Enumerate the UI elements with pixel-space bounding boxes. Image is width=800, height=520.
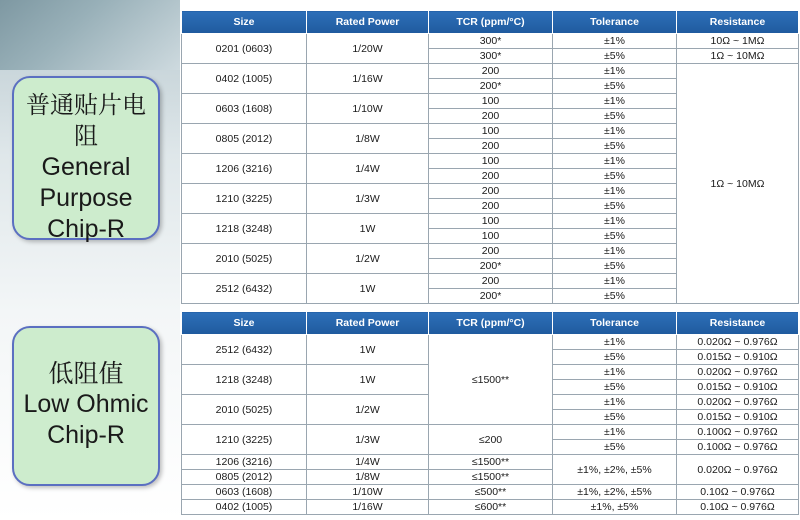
tcr-cell: 300*	[429, 49, 553, 64]
size-cell: 1206 (3216)	[182, 154, 307, 184]
tcr-cell: 200	[429, 109, 553, 124]
merged-resistance-cell: 0.020Ω ~ 0.976Ω	[677, 455, 799, 485]
low-ohmic-table	[181, 311, 799, 515]
tcr-cell: ≤1500**	[429, 470, 553, 485]
size-cell: 0402 (1005)	[182, 64, 307, 94]
size-cell: 2010 (5025)	[182, 395, 307, 425]
power-cell: 1/2W	[307, 244, 429, 274]
size-cell: 0201 (0603)	[182, 34, 307, 64]
resistance-cell: 0.015Ω ~ 0.910Ω	[677, 350, 799, 365]
power-cell: 1/10W	[307, 94, 429, 124]
header-tcr: TCR (ppm/°C)	[429, 312, 553, 335]
general-purpose-label	[12, 76, 160, 243]
tcr-cell: 200*	[429, 289, 553, 304]
table-row	[182, 455, 799, 470]
table-header-row	[182, 312, 799, 335]
size-cell: 1218 (3248)	[182, 365, 307, 395]
tolerance-cell: ±5%	[553, 49, 677, 64]
low-label-cn: 低阻值	[48, 359, 124, 388]
power-cell: 1W	[307, 274, 429, 304]
table-row	[182, 500, 799, 515]
power-cell: 1W	[307, 365, 429, 395]
tolerance-cell: ±1%	[553, 395, 677, 410]
header-resistance: Resistance	[677, 312, 799, 335]
tolerance-cell: ±5%	[553, 79, 677, 94]
merged-resistance-cell: 1Ω ~ 10MΩ	[677, 64, 799, 304]
size-cell: 1206 (3216)	[182, 455, 307, 470]
tcr-cell: 100	[429, 94, 553, 109]
tolerance-cell: ±1%	[553, 64, 677, 79]
size-cell: 0402 (1005)	[182, 500, 307, 515]
size-cell: 2512 (6432)	[182, 335, 307, 365]
header-resistance: Resistance	[677, 11, 799, 34]
resistance-cell: 0.020Ω ~ 0.976Ω	[677, 335, 799, 350]
power-cell: 1W	[307, 214, 429, 244]
power-cell: 1/8W	[307, 470, 429, 485]
tolerance-cell: ±5%	[553, 229, 677, 244]
size-cell: 0805 (2012)	[182, 470, 307, 485]
header-rated-power: Rated Power	[307, 312, 429, 335]
power-cell: 1/8W	[307, 124, 429, 154]
power-cell: 1/10W	[307, 485, 429, 500]
tcr-cell: 100	[429, 154, 553, 169]
header-size: Size	[182, 11, 307, 34]
circuit-board-image	[0, 0, 180, 70]
tolerance-cell: ±1%	[553, 335, 677, 350]
tolerance-cell: ±5%	[553, 139, 677, 154]
power-cell: 1/20W	[307, 34, 429, 64]
table-row	[182, 425, 799, 440]
power-cell: 1/2W	[307, 395, 429, 425]
size-cell: 0805 (2012)	[182, 124, 307, 154]
resistance-cell: 0.10Ω ~ 0.976Ω	[677, 500, 799, 515]
table-row	[182, 34, 799, 49]
merged-tolerance-cell: ±1%, ±2%, ±5%	[553, 455, 677, 485]
tcr-cell: 200	[429, 274, 553, 289]
header-size: Size	[182, 312, 307, 335]
tolerance-cell: ±1%	[553, 365, 677, 380]
size-cell: 0603 (1608)	[182, 485, 307, 500]
tcr-cell: 200	[429, 64, 553, 79]
size-cell: 0603 (1608)	[182, 94, 307, 124]
tcr-cell: 200	[429, 184, 553, 199]
tcr-cell: 100	[429, 229, 553, 244]
tolerance-cell: ±1%	[553, 184, 677, 199]
merged-tcr-cell: ≤1500**	[429, 335, 553, 425]
power-cell: 1/3W	[307, 184, 429, 214]
tolerance-cell: ±1%	[553, 154, 677, 169]
tcr-cell: 200*	[429, 79, 553, 94]
tolerance-cell: ±5%	[553, 109, 677, 124]
table-row	[182, 64, 799, 79]
size-cell: 1210 (3225)	[182, 184, 307, 214]
tcr-cell: 200	[429, 244, 553, 259]
resistance-cell: 0.020Ω ~ 0.976Ω	[677, 395, 799, 410]
power-cell: 1/4W	[307, 154, 429, 184]
tolerance-cell: ±1%	[553, 214, 677, 229]
tcr-cell: 300*	[429, 34, 553, 49]
tolerance-cell: ±5%	[553, 259, 677, 274]
tolerance-cell: ±1%	[553, 94, 677, 109]
tolerance-cell: ±1%	[553, 124, 677, 139]
power-cell: 1/4W	[307, 455, 429, 470]
tolerance-cell: ±1%	[553, 425, 677, 440]
header-rated-power: Rated Power	[307, 11, 429, 34]
general-purpose-table	[181, 10, 799, 304]
tolerance-cell: ±1%, ±2%, ±5%	[553, 485, 677, 500]
tcr-cell: 200*	[429, 259, 553, 274]
tcr-cell: ≤600**	[429, 500, 553, 515]
tcr-cell: 100	[429, 214, 553, 229]
tolerance-cell: ±5%	[553, 169, 677, 184]
table-row	[182, 335, 799, 350]
resistance-cell: 0.100Ω ~ 0.976Ω	[677, 440, 799, 455]
low-ohmic-label	[12, 326, 160, 486]
resistance-cell: 0.020Ω ~ 0.976Ω	[677, 365, 799, 380]
resistance-cell: 10Ω ~ 1MΩ	[677, 34, 799, 49]
tcr-cell: 200	[429, 139, 553, 154]
power-cell: 1/16W	[307, 500, 429, 515]
general-label-en2: Purpose	[39, 184, 133, 212]
table-row	[182, 485, 799, 500]
tolerance-cell: ±1%	[553, 274, 677, 289]
size-cell: 1210 (3225)	[182, 425, 307, 455]
header-tcr: TCR (ppm/°C)	[429, 11, 553, 34]
size-cell: 2512 (6432)	[182, 274, 307, 304]
table-header-row	[182, 11, 799, 34]
tcr-cell: 200	[429, 199, 553, 214]
resistance-cell: 0.100Ω ~ 0.976Ω	[677, 425, 799, 440]
tolerance-cell: ±5%	[553, 289, 677, 304]
low-label-en2: Chip-R	[47, 421, 125, 449]
tolerance-cell: ±5%	[553, 440, 677, 455]
general-label-en1: General	[41, 153, 131, 181]
resistance-cell: 1Ω ~ 10MΩ	[677, 49, 799, 64]
power-cell: 1/16W	[307, 64, 429, 94]
tcr-cell: 100	[429, 124, 553, 139]
power-cell: 1W	[307, 335, 429, 365]
general-label-en3: Chip-R	[47, 215, 125, 243]
size-cell: 2010 (5025)	[182, 244, 307, 274]
tolerance-cell: ±5%	[553, 199, 677, 214]
tolerance-cell: ±1%	[553, 244, 677, 259]
general-label-cn: 普通贴片电阻	[26, 91, 146, 150]
tcr-cell: ≤1500**	[429, 455, 553, 470]
resistance-cell: 0.015Ω ~ 0.910Ω	[677, 410, 799, 425]
low-label-en1: Low Ohmic	[23, 390, 149, 418]
power-cell: 1/3W	[307, 425, 429, 455]
resistance-cell: 0.10Ω ~ 0.976Ω	[677, 485, 799, 500]
tolerance-cell: ±5%	[553, 380, 677, 395]
tolerance-cell: ±5%	[553, 350, 677, 365]
tolerance-cell: ±1%, ±5%	[553, 500, 677, 515]
tcr-cell: ≤500**	[429, 485, 553, 500]
merged-tcr-cell: ≤200	[429, 425, 553, 455]
tolerance-cell: ±1%	[553, 34, 677, 49]
tolerance-cell: ±5%	[553, 410, 677, 425]
header-tolerance: Tolerance	[553, 11, 677, 34]
resistance-cell: 0.015Ω ~ 0.910Ω	[677, 380, 799, 395]
header-tolerance: Tolerance	[553, 312, 677, 335]
size-cell: 1218 (3248)	[182, 214, 307, 244]
tcr-cell: 200	[429, 169, 553, 184]
